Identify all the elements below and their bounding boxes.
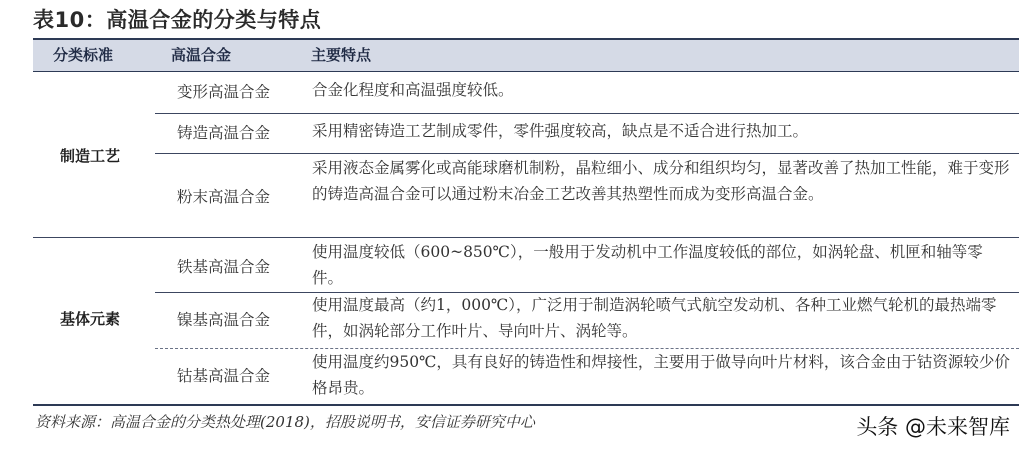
alloy-name: 钴基高温合金	[176, 367, 270, 385]
watermark: 头条 @未来智库	[856, 415, 1010, 439]
group-label-manufacturing: 制造工艺	[59, 147, 120, 165]
header-features: 主要特点	[311, 46, 372, 64]
alloy-description: 采用精密铸造工艺制成零件，零件强度较高，缺点是不适合进行热加工。	[312, 122, 809, 140]
header-standard: 分类标准	[53, 46, 114, 64]
alloy-description: 使用温度较低（600~850℃），一般用于发动机中工作温度较低的部位，如涡轮盘、机匣和轴等零件。	[312, 243, 983, 287]
row-divider	[155, 153, 1019, 154]
table-header	[33, 38, 1019, 72]
source-note: 资料来源：高温合金的分类热处理(2018)，招股说明书，安信证券研究中心	[35, 413, 535, 431]
alloy-description: 使用温度约950℃，具有良好的铸造性和焊接性，主要用于做导向叶片材料，该合金由于钴资源较少价格昂贵。	[312, 353, 1010, 397]
alloy-description: 合金化程度和高温强度较低。	[312, 81, 514, 99]
alloy-description: 使用温度最高（约1，000℃），广泛用于制造涡轮喷气式航空发动机、各种工业燃气轮机的最热端零件，如涡轮部分工作叶片、导向叶片、涡轮等。	[312, 296, 997, 340]
alloy-name: 变形高温合金	[176, 83, 270, 101]
alloy-name: 粉末高温合金	[176, 188, 270, 206]
group-label-base-element: 基体元素	[59, 310, 120, 328]
table-title: 表10：高温合金的分类与特点	[33, 8, 322, 32]
alloy-name: 铸造高温合金	[176, 124, 270, 142]
alloy-description: 采用液态金属雾化或高能球磨机制粉，晶粒细小、成分和组织均匀，显著改善了热加工性能，难于变形的铸造高温合金可以通过粉末冶金工艺改善其热塑性而成为变形高温合金。	[312, 159, 1010, 203]
row-divider	[155, 113, 1019, 114]
alloy-name: 铁基高温合金	[176, 258, 270, 276]
table-bottom-border	[33, 404, 1019, 406]
alloy-name: 镍基高温合金	[176, 311, 270, 329]
group-divider	[33, 237, 1019, 238]
header-alloy: 高温合金	[171, 46, 232, 64]
